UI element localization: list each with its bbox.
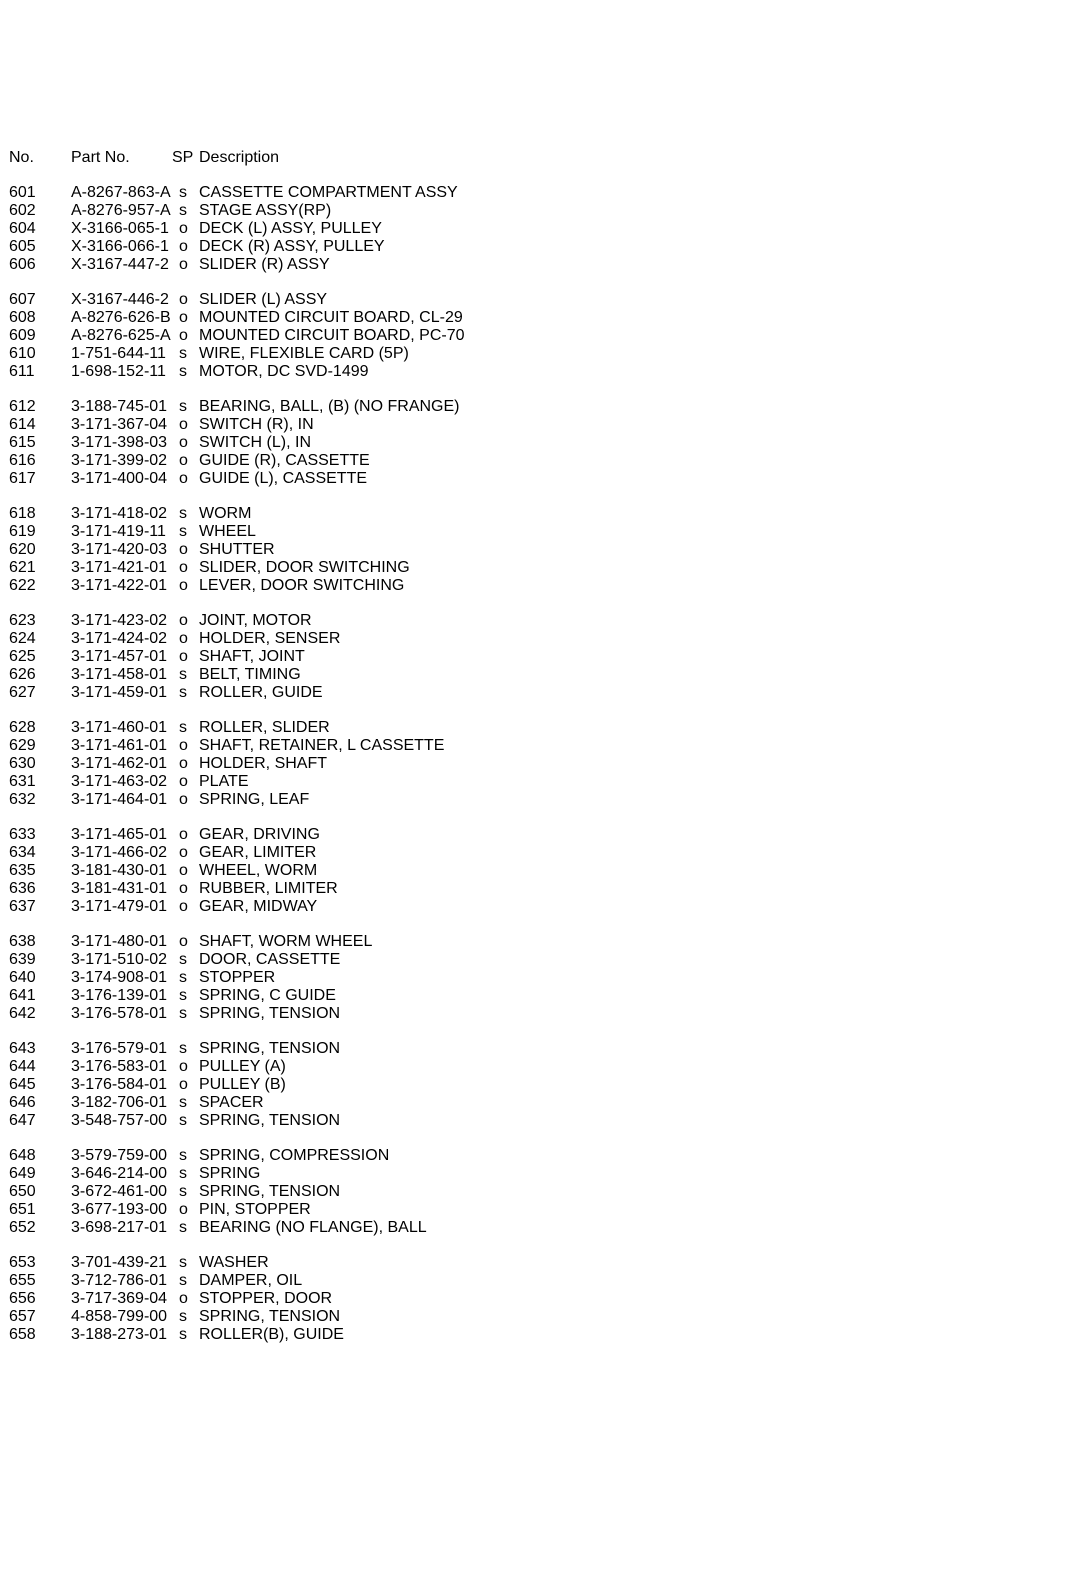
item-number: 658 [9,1326,36,1343]
part-number: 3-171-418-02 [71,505,168,522]
part-description: MOTOR, DC SVD-1499 [199,363,369,380]
part-description: SHAFT, WORM WHEEL [199,933,373,950]
table-row [9,1326,529,1344]
sp-code: o [179,1076,188,1093]
part-number: 3-176-139-01 [71,987,168,1004]
part-description: SPRING, TENSION [199,1308,341,1325]
item-number: 620 [9,541,36,558]
sp-code: o [179,220,188,237]
item-number: 610 [9,345,36,362]
table-row [9,969,529,987]
part-number: 3-646-214-00 [71,1165,168,1182]
table-row [9,666,529,684]
table-row [9,1201,529,1219]
sp-code: s [179,505,187,522]
sp-code: o [179,434,188,451]
item-number: 639 [9,951,36,968]
part-number: 3-698-217-01 [71,1219,168,1236]
part-description: SHAFT, JOINT [199,648,305,665]
sp-code: s [179,1112,187,1129]
sp-code: o [179,291,188,308]
sp-code: s [179,1254,187,1271]
item-number: 657 [9,1308,36,1325]
part-description: DOOR, CASSETTE [199,951,341,968]
item-number: 609 [9,327,36,344]
item-number: 633 [9,826,36,843]
sp-code: o [179,452,188,469]
item-number: 651 [9,1201,36,1218]
table-row [9,220,529,238]
part-description: STAGE ASSY(RP) [199,202,332,219]
item-number: 647 [9,1112,36,1129]
sp-code: o [179,826,188,843]
part-description: GEAR, MIDWAY [199,898,318,915]
part-number: 3-171-399-02 [71,452,168,469]
part-description: WHEEL, WORM [199,862,318,879]
part-number: 3-579-759-00 [71,1147,168,1164]
parts-group [9,1040,529,1130]
part-number: 3-548-757-00 [71,1112,168,1129]
table-row [9,1058,529,1076]
part-description: GUIDE (L), CASSETTE [199,470,368,487]
part-description: RUBBER, LIMITER [199,880,338,897]
part-number: 3-171-462-01 [71,755,168,772]
table-row [9,363,529,381]
item-number: 650 [9,1183,36,1200]
table-row [9,559,529,577]
part-description: SLIDER, DOOR SWITCHING [199,559,410,576]
table-row [9,184,529,202]
sp-code: s [179,184,187,201]
part-number: 1-751-644-11 [71,345,166,362]
part-number: A-8276-626-B [71,309,171,326]
part-description: WASHER [199,1254,269,1271]
table-row [9,1165,529,1183]
part-description: WIRE, FLEXIBLE CARD (5P) [199,345,409,362]
part-number: 3-171-463-02 [71,773,168,790]
sp-code: s [179,1219,187,1236]
part-description: GEAR, DRIVING [199,826,320,843]
table-row [9,309,529,327]
part-description: SHAFT, RETAINER, L CASSETTE [199,737,445,754]
part-number: 3-171-465-01 [71,826,168,843]
table-row [9,470,529,488]
part-number: X-3166-066-1 [71,238,169,255]
sp-code: s [179,398,187,415]
item-number: 635 [9,862,36,879]
table-row [9,256,529,274]
item-number: 631 [9,773,36,790]
item-number: 627 [9,684,36,701]
item-number: 611 [9,363,35,380]
part-number: 3-188-273-01 [71,1326,168,1343]
table-row [9,880,529,898]
sp-code: o [179,541,188,558]
table-row [9,773,529,791]
part-number: 3-171-461-01 [71,737,168,754]
part-description: ROLLER, GUIDE [199,684,323,701]
item-number: 645 [9,1076,36,1093]
table-row [9,630,529,648]
table-row [9,523,529,541]
part-description: PLATE [199,773,249,790]
part-description: STOPPER, DOOR [199,1290,333,1307]
part-number: 3-171-460-01 [71,719,168,736]
part-description: BEARING (NO FLANGE), BALL [199,1219,427,1236]
part-description: MOUNTED CIRCUIT BOARD, CL-29 [199,309,463,326]
table-row [9,987,529,1005]
item-number: 604 [9,220,36,237]
item-number: 644 [9,1058,36,1075]
item-number: 646 [9,1094,36,1111]
table-row [9,327,529,345]
part-number: 3-182-706-01 [71,1094,168,1111]
table-row [9,434,529,452]
item-number: 607 [9,291,36,308]
table-row [9,1076,529,1094]
item-number: 618 [9,505,36,522]
header-description: Description [199,149,280,166]
part-number: 3-171-422-01 [71,577,168,594]
item-number: 605 [9,238,36,255]
item-number: 643 [9,1040,36,1057]
part-description: SLIDER (L) ASSY [199,291,328,308]
sp-code: s [179,666,187,683]
part-description: SPRING, TENSION [199,1183,341,1200]
part-description: DECK (R) ASSY, PULLEY [199,238,385,255]
item-number: 629 [9,737,36,754]
item-number: 601 [9,184,36,201]
header-part-no: Part No. [71,149,130,166]
part-number: 3-677-193-00 [71,1201,168,1218]
item-number: 648 [9,1147,36,1164]
table-row [9,398,529,416]
table-row [9,1094,529,1112]
part-description: GEAR, LIMITER [199,844,317,861]
sp-code: o [179,470,188,487]
table-row [9,505,529,523]
part-description: SPRING, TENSION [199,1005,341,1022]
item-number: 640 [9,969,36,986]
sp-code: s [179,951,187,968]
part-description: SWITCH (L), IN [199,434,311,451]
sp-code: o [179,238,188,255]
table-row [9,755,529,773]
part-description: LEVER, DOOR SWITCHING [199,577,405,594]
sp-code: o [179,737,188,754]
table-row [9,1272,529,1290]
sp-code: s [179,1183,187,1200]
sp-code: s [179,719,187,736]
item-number: 652 [9,1219,36,1236]
parts-group [9,291,529,381]
part-number: 3-171-420-03 [71,541,168,558]
sp-code: o [179,630,188,647]
part-description: ROLLER(B), GUIDE [199,1326,344,1343]
part-description: BEARING, BALL, (B) (NO FRANGE) [199,398,460,415]
sp-code: s [179,1147,187,1164]
part-number: A-8267-863-A [71,184,171,201]
header-sp: SP [172,149,194,166]
part-number: 3-701-439-21 [71,1254,168,1271]
parts-groups [9,184,529,1344]
part-number: X-3167-446-2 [71,291,169,308]
item-number: 642 [9,1005,36,1022]
item-number: 653 [9,1254,36,1271]
item-number: 622 [9,577,36,594]
part-number: 3-171-480-01 [71,933,168,950]
part-description: STOPPER [199,969,276,986]
sp-code: s [179,987,187,1004]
table-row [9,1005,529,1023]
part-number: 3-181-430-01 [71,862,168,879]
sp-code: s [179,684,187,701]
item-number: 602 [9,202,36,219]
part-number: 3-171-464-01 [71,791,168,808]
table-row [9,1290,529,1308]
sp-code: o [179,416,188,433]
sp-code: o [179,256,188,273]
sp-code: s [179,1165,187,1182]
table-row [9,452,529,470]
sp-code: s [179,1040,187,1057]
part-number: A-8276-625-A [71,327,171,344]
item-number: 621 [9,559,36,576]
table-row [9,648,529,666]
part-number: 3-171-421-01 [71,559,168,576]
part-number: 3-176-583-01 [71,1058,168,1075]
table-row [9,844,529,862]
table-row [9,1308,529,1326]
parts-list [9,149,529,1361]
sp-code: s [179,1308,187,1325]
sp-code: o [179,933,188,950]
part-description: SPRING, COMPRESSION [199,1147,390,1164]
item-number: 615 [9,434,36,451]
table-row [9,791,529,809]
part-number: 3-171-457-01 [71,648,168,665]
item-number: 612 [9,398,36,415]
parts-group [9,933,529,1023]
part-number: 3-171-466-02 [71,844,168,861]
sp-code: s [179,1272,187,1289]
part-number: 3-181-431-01 [71,880,168,897]
item-number: 637 [9,898,36,915]
table-row [9,202,529,220]
part-description: PIN, STOPPER [199,1201,311,1218]
part-description: SPRING [199,1165,261,1182]
sp-code: o [179,773,188,790]
part-number: 3-672-461-00 [71,1183,168,1200]
part-number: 3-171-419-11 [71,523,166,540]
sp-code: s [179,969,187,986]
table-row [9,737,529,755]
part-description: SPRING, C GUIDE [199,987,336,1004]
part-description: HOLDER, SENSER [199,630,341,647]
part-description: PULLEY (A) [199,1058,286,1075]
item-number: 628 [9,719,36,736]
part-description: SPRING, TENSION [199,1040,341,1057]
part-number: 3-176-578-01 [71,1005,168,1022]
sp-code: o [179,559,188,576]
part-description: WHEEL [199,523,256,540]
parts-group [9,398,529,488]
item-number: 641 [9,987,36,1004]
part-number: 3-171-459-01 [71,684,168,701]
table-row [9,612,529,630]
item-number: 624 [9,630,36,647]
part-description: SLIDER (R) ASSY [199,256,330,273]
part-description: WORM [199,505,252,522]
table-row [9,577,529,595]
sp-code: s [179,523,187,540]
item-number: 617 [9,470,36,487]
part-number: 3-712-786-01 [71,1272,168,1289]
item-number: 634 [9,844,36,861]
item-number: 626 [9,666,36,683]
table-row [9,541,529,559]
part-number: 3-176-579-01 [71,1040,168,1057]
table-row [9,1219,529,1237]
sp-code: o [179,898,188,915]
item-number: 625 [9,648,36,665]
parts-group [9,719,529,809]
part-description: BELT, TIMING [199,666,301,683]
part-number: A-8276-957-A [71,202,171,219]
part-description: CASSETTE COMPARTMENT ASSY [199,184,458,201]
part-description: DAMPER, OIL [199,1272,303,1289]
table-row [9,291,529,309]
item-number: 623 [9,612,36,629]
part-description: SPRING, TENSION [199,1112,341,1129]
part-number: 3-171-424-02 [71,630,168,647]
part-number: 3-171-367-04 [71,416,168,433]
table-row [9,933,529,951]
table-row [9,1254,529,1272]
table-row [9,238,529,256]
part-number: 3-171-479-01 [71,898,168,915]
part-number: 4-858-799-00 [71,1308,168,1325]
table-row [9,898,529,916]
parts-group [9,505,529,595]
part-number: 1-698-152-11 [71,363,166,380]
item-number: 656 [9,1290,36,1307]
part-description: ROLLER, SLIDER [199,719,330,736]
sp-code: o [179,1201,188,1218]
sp-code: o [179,327,188,344]
item-number: 608 [9,309,36,326]
part-description: SPRING, LEAF [199,791,310,808]
table-row [9,1112,529,1130]
sp-code: o [179,1058,188,1075]
header-row [9,149,529,167]
part-description: DECK (L) ASSY, PULLEY [199,220,382,237]
part-number: 3-171-400-04 [71,470,168,487]
part-description: HOLDER, SHAFT [199,755,328,772]
part-number: 3-171-510-02 [71,951,168,968]
sp-code: o [179,755,188,772]
item-number: 619 [9,523,36,540]
item-number: 655 [9,1272,36,1289]
sp-code: o [179,862,188,879]
sp-code: o [179,844,188,861]
part-number: 3-171-398-03 [71,434,168,451]
sp-code: o [179,880,188,897]
table-row [9,1183,529,1201]
item-number: 632 [9,791,36,808]
part-description: SWITCH (R), IN [199,416,314,433]
sp-code: s [179,363,187,380]
table-row [9,345,529,363]
part-number: 3-174-908-01 [71,969,168,986]
part-description: SHUTTER [199,541,275,558]
parts-group [9,826,529,916]
sp-code: o [179,648,188,665]
sp-code: o [179,577,188,594]
parts-group [9,1147,529,1237]
table-row [9,1040,529,1058]
part-number: X-3166-065-1 [71,220,169,237]
item-number: 614 [9,416,36,433]
item-number: 649 [9,1165,36,1182]
sp-code: o [179,612,188,629]
part-description: MOUNTED CIRCUIT BOARD, PC-70 [199,327,465,344]
part-number: 3-171-458-01 [71,666,168,683]
part-description: PULLEY (B) [199,1076,286,1093]
part-number: 3-188-745-01 [71,398,168,415]
parts-group [9,184,529,274]
table-row [9,826,529,844]
header-no: No. [9,149,34,166]
part-number: 3-717-369-04 [71,1290,168,1307]
sp-code: s [179,1094,187,1111]
parts-group [9,612,529,702]
item-number: 636 [9,880,36,897]
part-description: JOINT, MOTOR [199,612,312,629]
item-number: 630 [9,755,36,772]
parts-group [9,1254,529,1344]
table-row [9,862,529,880]
part-number: X-3167-447-2 [71,256,169,273]
sp-code: o [179,1290,188,1307]
sp-code: s [179,202,187,219]
table-row [9,1147,529,1165]
part-number: 3-171-423-02 [71,612,168,629]
sp-code: s [179,1005,187,1022]
part-number: 3-176-584-01 [71,1076,168,1093]
item-number: 616 [9,452,36,469]
part-description: SPACER [199,1094,264,1111]
part-description: GUIDE (R), CASSETTE [199,452,370,469]
item-number: 638 [9,933,36,950]
sp-code: s [179,1326,187,1343]
table-row [9,719,529,737]
table-row [9,684,529,702]
table-row [9,416,529,434]
item-number: 606 [9,256,36,273]
sp-code: o [179,309,188,326]
sp-code: s [179,345,187,362]
table-row [9,951,529,969]
sp-code: o [179,791,188,808]
